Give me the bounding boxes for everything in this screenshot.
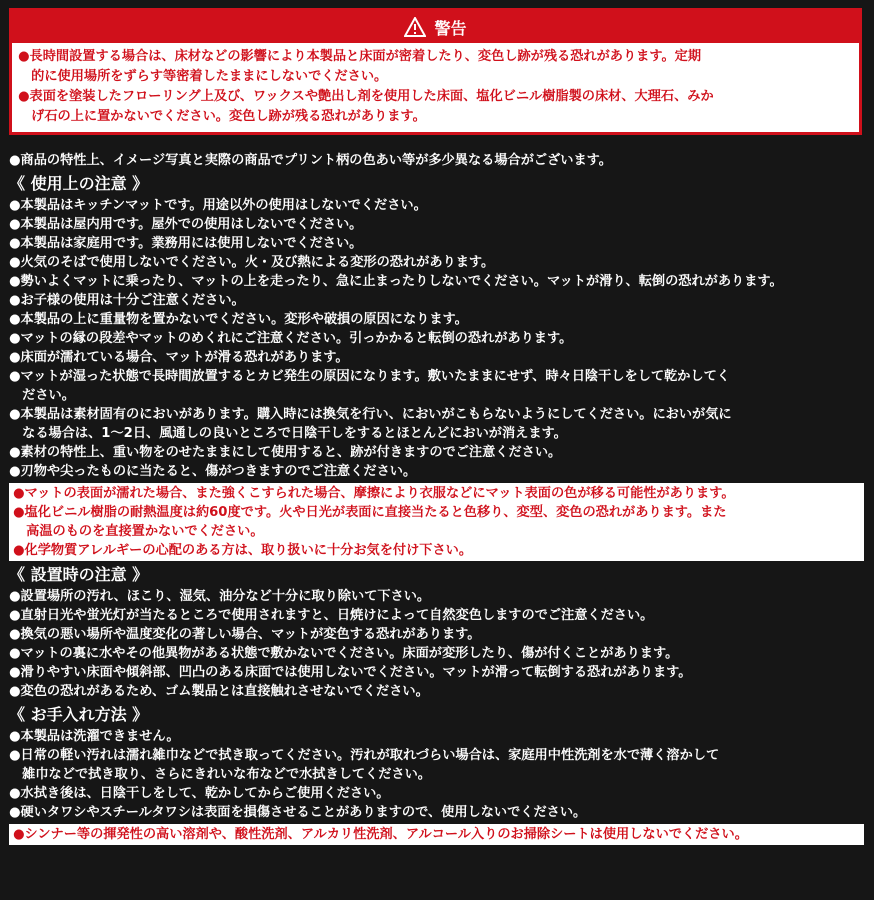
list-item: ●火気のそばで使用しないでください。火・及び熱による変形の恐れがあります。 (9, 255, 495, 270)
warning-line: ●表面を塗装したフローリング上及び、ワックスや艶出し剤を使用した床面、塩化ビニル樹脂製の床材、大理石、みか (18, 89, 714, 104)
list-item: ●直射日光や蛍光灯が当たるところで使用されますと、日焼けによって自然変色しますのでご注意ください。 (9, 608, 654, 623)
usage-notice-box (9, 483, 864, 561)
notice-item: ●マットの表面が濡れた場合、また強くこすられた場合、摩擦により衣服などにマット表面の色が移る可能性があります。 (13, 486, 735, 501)
warning-line: げ石の上に置かないでください。変色し跡が残る恐れがあります。 (18, 109, 426, 124)
warning-line: 的に使用場所をずらす等密着したままにしないでください。 (18, 69, 388, 84)
list-item: ●マットの裏に水やその他異物がある状態で敷かないでください。床面が変形したり、傷が付くことがあります。 (9, 646, 679, 661)
intro-note: ●商品の特性上、イメージ写真と実際の商品でプリント柄の色あい等が多少異なる場合がございます。 (9, 153, 612, 168)
list-item: ●換気の悪い場所や温度変化の著しい場合、マットが変色する恐れがあります。 (9, 627, 481, 642)
warning-line: ●長時間設置する場合は、床材などの影響により本製品と床面が密着したり、変色し跡が残る恐れがあります。定期 (18, 49, 702, 64)
list-item: ●滑りやすい床面や傾斜部、凹凸のある床面では使用しないでください。マットが滑って転倒する恐れがあります。 (9, 665, 692, 680)
list-item: ●変色の恐れがあるため、ゴム製品とは直接触れさせないでください。 (9, 684, 429, 699)
list-item: ●マットの縁の段差やマットのめくれにご注意ください。引っかかると転倒の恐れがあります。 (9, 331, 573, 346)
installation-heading: 《 設置時の注意 》 (9, 565, 149, 584)
warning-body (12, 43, 859, 132)
list-item: ●マットが湿った状態で長時間放置するとカビ発生の原因になります。敷いたままにせず、時々日陰干しをして乾かしてく (9, 369, 730, 384)
warning-header (12, 11, 859, 43)
list-item: 雑巾などで拭き取り、さらにきれいな布などで水拭きしてください。 (9, 767, 431, 782)
list-item: ●本製品はキッチンマットです。用途以外の使用はしないでください。 (9, 198, 427, 213)
notice-item: ●塩化ビニル樹脂の耐熱温度は約60度です。火や日光が表面に直接当たると色移り、変型、変色の恐れがあります。また (13, 505, 727, 520)
list-item: ●本製品は屋内用です。屋外での使用はしないでください。 (9, 217, 363, 232)
list-item: ●水拭き後は、日陰干しをして、乾かしてからご使用ください。 (9, 786, 390, 801)
list-item: ●素材の特性上、重い物をのせたままにして使用すると、跡が付きますのでご注意ください。 (9, 445, 562, 460)
list-item: ●本製品は素材固有のにおいがあります。購入時には換気を行い、においがこもらないようにしてください。においが気に (9, 407, 732, 422)
usage-heading: 《 使用上の注意 》 (9, 174, 149, 193)
list-item: ださい。 (9, 388, 75, 403)
warning-triangle-icon (404, 17, 426, 37)
list-item: ●勢いよくマットに乗ったり、マットの上を走ったり、急に止まったりしないでください。マットが滑り、転倒の恐れがあります。 (9, 274, 783, 289)
list-item: ●刃物や尖ったものに当たると、傷がつきますのでご注意ください。 (9, 464, 417, 479)
care-notice-box (9, 824, 864, 845)
list-item: ●硬いタワシやスチールタワシは表面を損傷させることがありますので、使用しないでください。 (9, 805, 587, 820)
list-item: ●本製品は家庭用です。業務用には使用しないでください。 (9, 236, 363, 251)
installation-list (9, 587, 865, 701)
notice-item: ●シンナー等の揮発性の高い溶剤や、酸性洗剤、アルカリ性洗剤、アルコール入りのお掃除シートは使用しないでください。 (13, 827, 748, 842)
list-item: なる場合は、1〜2日、風通しの良いところで日陰干しをするとほとんどにおいが消えます。 (9, 426, 567, 441)
list-item: ●設置場所の汚れ、ほこり、湿気、油分など十分に取り除いて下さい。 (9, 589, 431, 604)
list-item: ●床面が濡れている場合、マットが滑る恐れがあります。 (9, 350, 349, 365)
list-item: ●お子様の使用は十分ご注意ください。 (9, 293, 245, 308)
care-list (9, 727, 865, 822)
warning-title: 警告 (434, 18, 467, 38)
care-heading: 《 お手入れ方法 》 (9, 705, 149, 724)
notice-item: ●化学物質アレルギーの心配のある方は、取り扱いに十分お気を付け下さい。 (13, 543, 473, 558)
warning-box (9, 8, 862, 135)
list-item: ●日常の軽い汚れは濡れ雑巾などで拭き取ってください。汚れが取れづらい場合は、家庭用中性洗剤を水で薄く溶かして (9, 748, 720, 763)
list-item: ●本製品は洗濯できません。 (9, 729, 180, 744)
notice-item: 高温のものを直接置かないでください。 (13, 524, 264, 539)
list-item: ●本製品の上に重量物を置かないでください。変形や破損の原因になります。 (9, 312, 468, 327)
usage-list (9, 196, 865, 481)
